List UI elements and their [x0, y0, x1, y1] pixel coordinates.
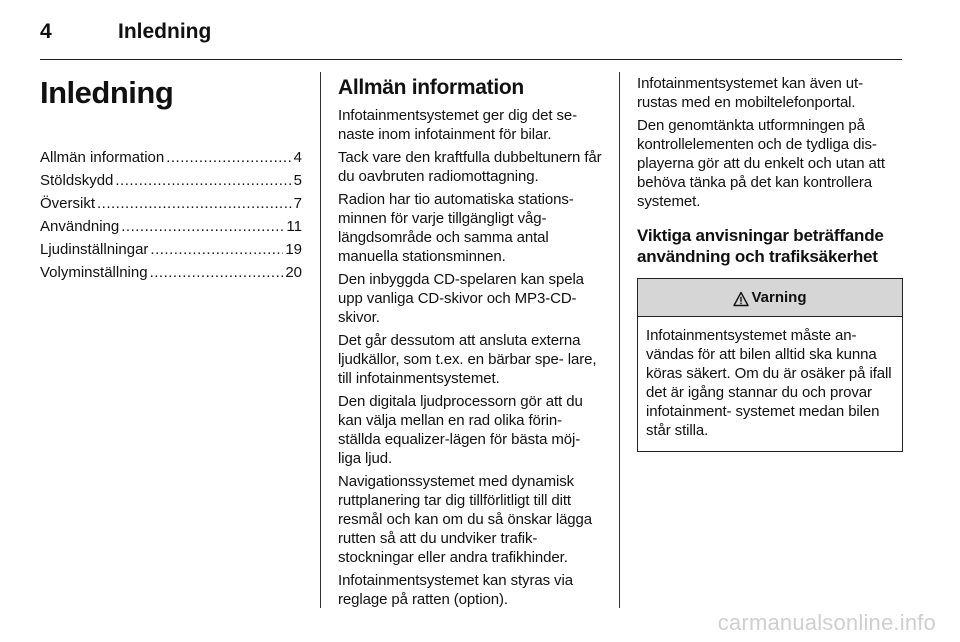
page-header	[40, 18, 902, 60]
toc-item-page: 7	[293, 195, 302, 212]
warning-box	[637, 278, 903, 452]
toc-leader	[166, 146, 291, 169]
page-number: 4	[40, 20, 52, 43]
column-divider	[320, 72, 321, 608]
paragraph: Infotainmentsystemet kan även ut- rustas med en mobiltelefonportal.	[637, 75, 863, 111]
paragraph: Infotainmentsystemet kan styras via reglage på ratten (option).	[338, 572, 573, 608]
main-column	[338, 74, 604, 609]
warning-text: Infotainmentsystemet måste an- vändas för att bilen alltid ska kunna köras säkert. Om du är osäker på ifall det är igång stannar du och provar infotainment- systemet medan bilen står stilla.	[646, 327, 892, 439]
paragraph: Tack vare den kraftfulla dubbeltunern får du oavbruten radiomottagning.	[338, 149, 602, 185]
watermark: carmanualsonline.info	[717, 610, 936, 635]
toc-item[interactable]	[40, 215, 302, 238]
toc-item-page: 11	[286, 218, 302, 235]
subheading: Viktiga anvisningar beträffande användning och trafiksäkerhet	[637, 226, 884, 266]
paragraph: Den genomtänkta utformningen på kontrollelementen och de tydliga dis- playerna gör att du enkelt och utan att behöva tänka på det kan kontrollera systemet.	[637, 117, 885, 210]
toc-item-page: 4	[293, 149, 302, 166]
toc-item[interactable]	[40, 261, 302, 284]
toc-column	[40, 74, 302, 284]
toc-leader	[150, 261, 284, 284]
warning-header	[638, 279, 902, 317]
toc-leader	[121, 215, 284, 238]
column-divider	[619, 72, 620, 608]
toc-item[interactable]	[40, 169, 302, 192]
toc-item-title: Översikt	[40, 195, 96, 212]
toc-item-title: Användning	[40, 218, 120, 235]
warning-triangle-icon	[733, 291, 749, 307]
toc-item-title: Stöldskydd	[40, 172, 114, 189]
toc-item[interactable]	[40, 238, 302, 261]
toc-item[interactable]	[40, 146, 302, 169]
header-title: Inledning	[118, 20, 212, 43]
paragraph: Navigationssystemet med dynamisk ruttplanering tar dig tillförlitligt till ditt resmål och kan om du så önskar lägga rutten så att du undviker trafik- stockningar eller andra trafikhinder.	[338, 473, 593, 566]
toc-leader	[115, 169, 291, 192]
paragraph: Den digitala ljudprocessorn gör att du kan välja mellan en rad olika förin- ställda equalizer-lägen för bästa möj- liga ljud.	[338, 393, 583, 467]
toc-item-page: 19	[285, 241, 302, 258]
toc-item-title: Allmän information	[40, 149, 165, 166]
toc-leader	[97, 192, 292, 215]
right-column	[637, 74, 903, 452]
paragraph: Det går dessutom att ansluta externa ljudkällor, som t.ex. en bärbar spe- lare, till infotainmentsystemet.	[338, 332, 597, 387]
toc-leader	[150, 238, 283, 261]
paragraph: Infotainmentsystemet ger dig det se- naste inom infotainment för bilar.	[338, 107, 578, 143]
paragraph: Den inbyggda CD-spelaren kan spela upp vanliga CD-skivor och MP3-CD- skivor.	[338, 271, 584, 326]
chapter-title: Inledning	[40, 75, 174, 110]
table-of-contents	[40, 146, 302, 284]
toc-item[interactable]	[40, 192, 302, 215]
toc-item-page: 20	[285, 264, 302, 281]
toc-item-title: Volyminställning	[40, 264, 148, 281]
toc-item-title: Ljudinställningar	[40, 241, 149, 258]
toc-item-page: 5	[293, 172, 302, 189]
section-title: Allmän information	[338, 76, 524, 99]
paragraph: Radion har tio automatiska stations- minnen för varje tillgängligt våg- längdsområde och samma antal manuella stationsminnen.	[338, 191, 574, 265]
warning-label: Varning	[751, 289, 807, 306]
